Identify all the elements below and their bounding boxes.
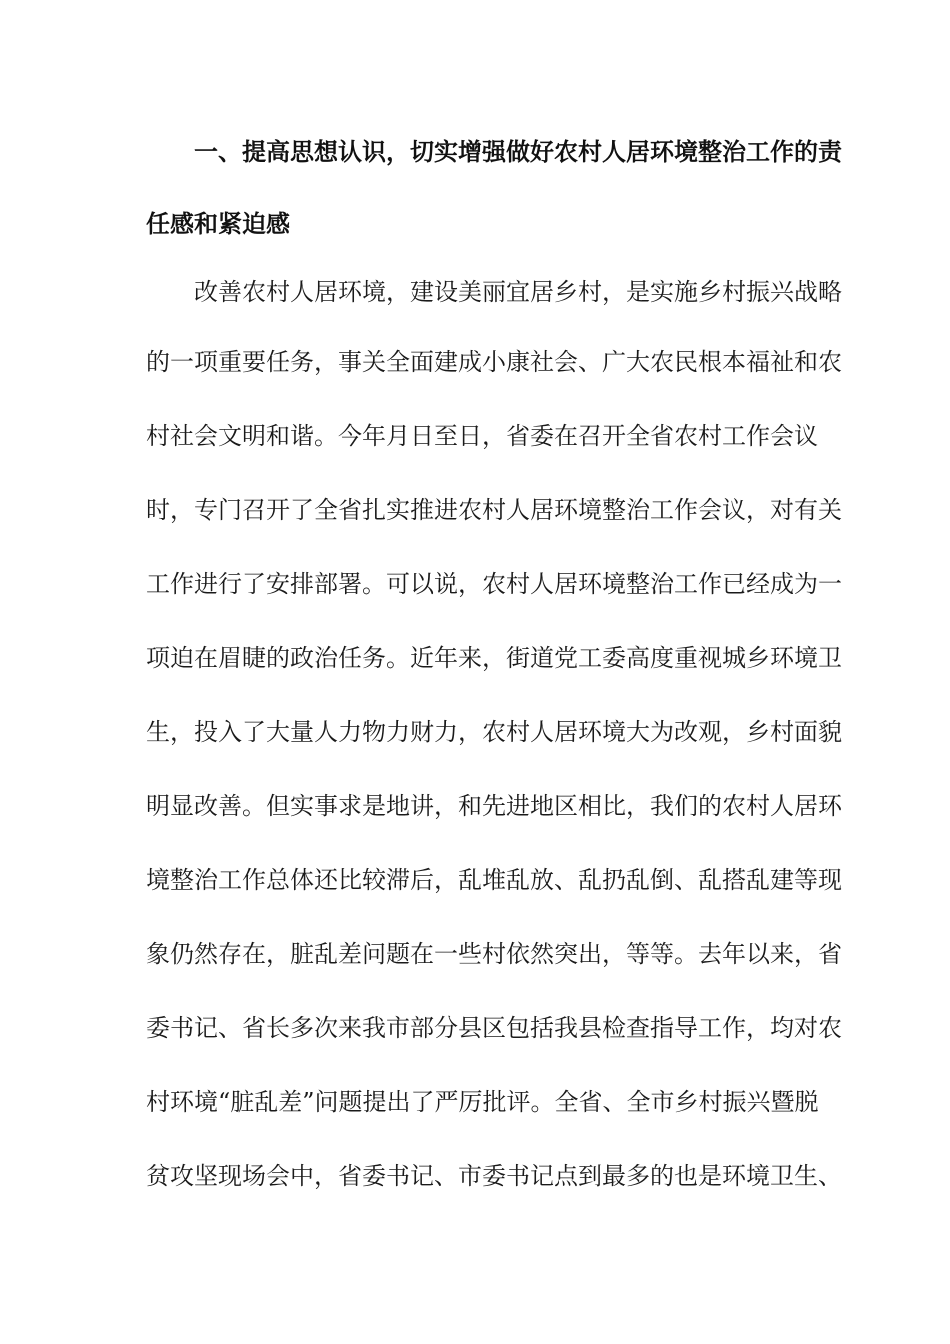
paragraph-line: 工作进行了安排部署。可以说，农村人居环境整治工作已经成为一	[146, 570, 842, 598]
paragraph-line: 的一项重要任务，事关全面建成小康社会、广大农民根本福祉和农	[146, 348, 842, 376]
paragraph-line: 生，投入了大量人力物力财力，农村人居环境大为改观，乡村面貌	[146, 718, 842, 746]
paragraph-line: 项迫在眉睫的政治任务。近年来，街道党工委高度重视城乡环境卫	[146, 644, 842, 672]
paragraph-line: 村环境“脏乱差”问题提出了严厉批评。全省、全市乡村振兴暨脱	[146, 1088, 819, 1116]
paragraph-line: 委书记、省长多次来我市部分县区包括我县检查指导工作，均对农	[146, 1014, 842, 1042]
paragraph-line: 境整治工作总体还比较滞后，乱堆乱放、乱扔乱倒、乱搭乱建等现	[146, 866, 842, 894]
paragraph-line: 时，专门召开了全省扎实推进农村人居环境整治工作会议，对有关	[146, 496, 842, 524]
paragraph-line: 村社会文明和谐。今年月日至日，省委在召开全省农村工作会议	[146, 422, 818, 450]
paragraph-line: 象仍然存在，脏乱差问题在一些村依然突出，等等。去年以来，省	[146, 940, 842, 968]
paragraph-line: 贫攻坚现场会中，省委书记、市委书记点到最多的也是环境卫生、	[146, 1162, 842, 1190]
paragraph-line: 改善农村人居环境，建设美丽宜居乡村，是实施乡村振兴战略	[194, 278, 842, 306]
section-heading-line-1: 一、提高思想认识，切实增强做好农村人居环境整治工作的责	[194, 138, 842, 166]
section-heading-line-2: 任感和紧迫感	[146, 210, 290, 238]
paragraph-line: 明显改善。但实事求是地讲，和先进地区相比，我们的农村人居环	[146, 792, 842, 820]
